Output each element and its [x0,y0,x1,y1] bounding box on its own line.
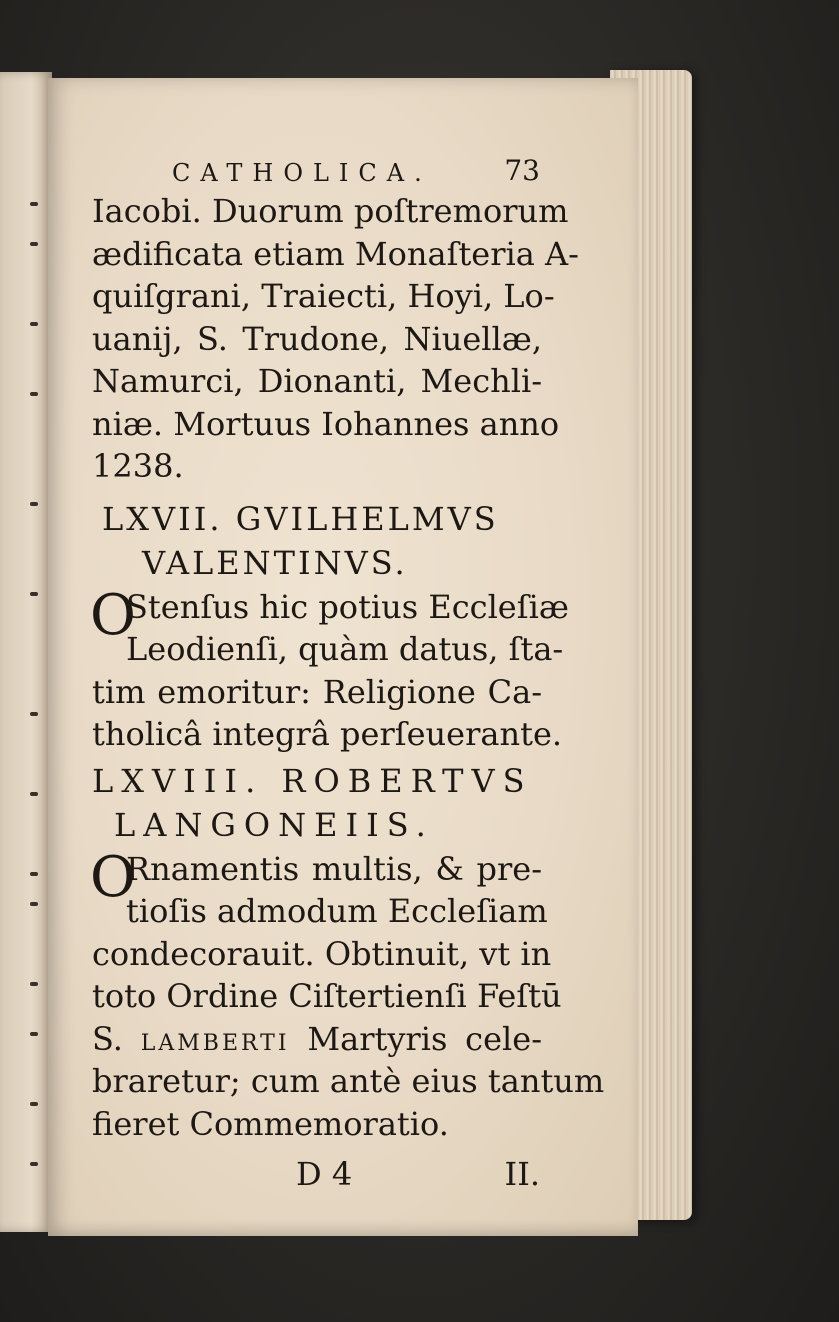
page-text [90,150,605,1199]
text-line: Namurci, Dionanti, Mechli- [92,362,542,400]
entry-heading: LXVIII. ROBERTVS [92,761,533,800]
drop-capital: O [90,582,136,648]
facing-page-edge [0,72,52,1232]
text-line: ædificata etiam Monaſteria A- [92,234,579,273]
text-line: uanij, S. Trudone, Niuellæ, [92,319,542,358]
catchword: II. [504,1155,540,1193]
page-footer [92,1149,542,1199]
text-line: niæ. Mortuus Iohannes anno [92,404,560,443]
text-line: Leodienſi, quàm datus, ſta- [126,630,564,668]
text-line: Iacobi. Duorum poſtremorum [92,192,569,230]
text-line: quiſgrani, Traiecti, Hoyi, Lo- [92,277,555,315]
running-title: CATHOLICA. [172,159,432,187]
entry-heading: LANGONEIIS. [114,805,434,844]
text-fragment: S. [92,1019,123,1058]
text-line: 1238. [92,447,184,485]
text-line: braretur; cum antè eius tantum [92,1062,605,1100]
text-line: condecorauit. Obtinuit, vt in [92,934,552,973]
entry-paragraph [90,582,569,756]
text-line [92,1018,542,1061]
text-line: tim emoritur: Religione Ca- [92,672,542,711]
text-line: Rnamentis multis, & pre- [126,849,542,888]
page-number: 73 [504,154,540,187]
text-line: tioſis admodum Eccleſiam [126,892,548,930]
text-fragment: Martyris cele- [307,1019,543,1058]
entry-heading: LXVII. GVILHELMVS [102,499,499,538]
text-line: Stenſus hic potius Eccleſiæ [126,587,569,626]
small-caps-name: LAMBERTI [140,1030,290,1056]
text-line: fieret Commemoratio. [92,1104,449,1143]
entry-heading: VALENTINVS. [142,543,408,582]
text-line: toto Ordine Ciſtertienſi Feſtū [92,977,562,1015]
drop-capital: O [90,844,136,910]
running-head [92,150,542,190]
entry-paragraph [90,844,605,1146]
text-line: tholicâ integrâ perſeuerante. [92,715,563,753]
signature-mark: D 4 [296,1155,353,1193]
